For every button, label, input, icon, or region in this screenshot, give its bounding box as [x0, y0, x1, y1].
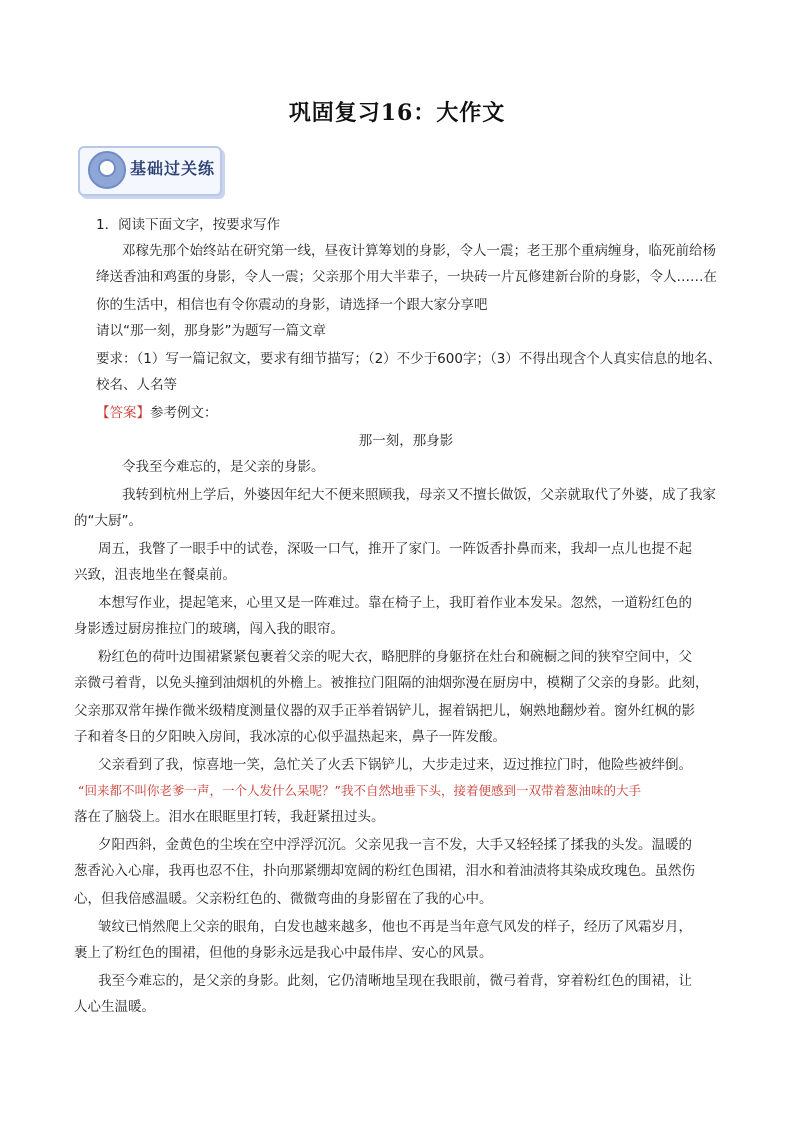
essay-line: 落在了脑袋上。泪水在眼眶里打转，我赶紧扭过头。 — [74, 809, 385, 825]
essay-line: 人心生温暖。 — [74, 999, 155, 1015]
section-badge — [78, 146, 222, 196]
essay-line: 周五，我瞥了一眼手中的试卷，深吸一口气，推开了家门。一阵饭香扑鼻而来，我却一点儿也提不起 — [98, 541, 692, 557]
essay-line: 父亲看到了我，惊喜地一笑，急忙关了火丢下锅铲儿，大步走过来，迈过推拉门时，他险些被绊倒。 — [98, 757, 692, 773]
essay-line: 我转到杭州上学后，外婆因年纪大不便来照顾我，母亲又不擅长做饭，父亲就取代了外婆，成了我家 — [122, 487, 716, 503]
answer-tag: 【答案】 — [96, 405, 150, 421]
prompt-line: 邓稼先那个始终站在研究第一线，昼夜计算筹划的身影，令人一震；老王那个重病缠身，临死前给杨 — [122, 243, 716, 259]
page-title: 巩固复习16：大作文 — [288, 100, 506, 126]
prompt-line: 你的生活中，相信也有令你震动的身影，请选择一个跟大家分享吧 — [96, 297, 488, 313]
essay-line: 夕阳西斜，金黄色的尘埃在空中浮浮沉沉。父亲见我一言不发，大手又轻轻揉了揉我的头发。温暖的 — [98, 837, 692, 853]
essay-line-dialogue: “回来都不叫你老爹一声，一个人发什么呆呢？”我不自然地垂下头，接着便感到一双带着葱油味的大手 — [78, 783, 641, 798]
essay-line: 粉红色的荷叶边围裙紧紧包裹着父亲的呢大衣，略肥胖的身躯挤在灶台和碗橱之间的狭窄空间中，父 — [98, 649, 692, 665]
essay-line: 心，但我倍感温暖。父亲粉红色的、微微弯曲的身影留在了我的心中。 — [74, 891, 493, 907]
prompt-line: 绛送香油和鸡蛋的身影，令人一震；父亲那个用大半辈子，一块砖一片瓦修建新台阶的身影，令人……在 — [96, 269, 717, 285]
essay-line: 亲微弓着背，以免头撞到油烟机的外檐上。被推拉门阻隔的油烟弥漫在厨房中，模糊了父亲的身影。此刻， — [74, 675, 709, 691]
medal-icon — [88, 151, 126, 189]
essay-line: 兴致，沮丧地坐在餐桌前。 — [74, 567, 236, 583]
essay-line: 葱香沁入心扉，我再也忍不住，扑向那紧绷却宽阔的粉红色围裙，泪水和着油渍将其染成玫瑰色。虽然伤 — [74, 863, 695, 879]
essay-line: 裹上了粉红色的围裙，但他的身影永远是我心中最伟岸、安心的风景。 — [74, 945, 493, 961]
answer-header — [96, 404, 726, 422]
badge-label: 基础过关练 — [130, 159, 216, 178]
essay-line: 令我至今难忘的，是父亲的身影。 — [122, 459, 325, 475]
prompt-line: 校名、人名等 — [96, 377, 177, 393]
prompt-line: 要求：（1）写一篇记叙文，要求有细节描写；（2）不少于600字；（3）不得出现含个人真实信息的地名、 — [96, 351, 722, 367]
answer-label: 参考例文： — [150, 405, 218, 421]
essay-line: 身影透过厨房推拉门的玻璃，闯入我的眼帘。 — [74, 621, 344, 637]
essay-line: 的“大厨”。 — [74, 513, 142, 529]
prompt-line: 请以“那一刻，那身影”为题写一篇文章 — [96, 323, 326, 339]
essay-line: 我至今难忘的，是父亲的身影。此刻，它仍清晰地呈现在我眼前，微弓着背，穿着粉红色的围裙，让 — [98, 973, 692, 989]
essay-line: 本想写作业，提起笔来，心里又是一阵难过。靠在椅子上，我盯着作业本发呆。忽然，一道粉红色的 — [98, 595, 692, 611]
essay-title: 那一刻，那身影 — [358, 433, 454, 449]
essay-line: 皱纹已悄然爬上父亲的眼角，白发也越来越多，他也不再是当年意气风发的样子，经历了风霜岁月， — [98, 919, 692, 935]
question-number: 1．阅读下面文字，按要求写作 — [96, 217, 281, 233]
essay-line: 父亲那双常年操作微米级精度测量仪器的双手正举着锅铲儿，握着锅把儿，娴熟地翻炒着。窗外红枫的影 — [74, 703, 695, 719]
essay-line: 子和着冬日的夕阳映入房间，我冰凉的心似乎温热起来，鼻子一阵发酸。 — [74, 729, 506, 745]
